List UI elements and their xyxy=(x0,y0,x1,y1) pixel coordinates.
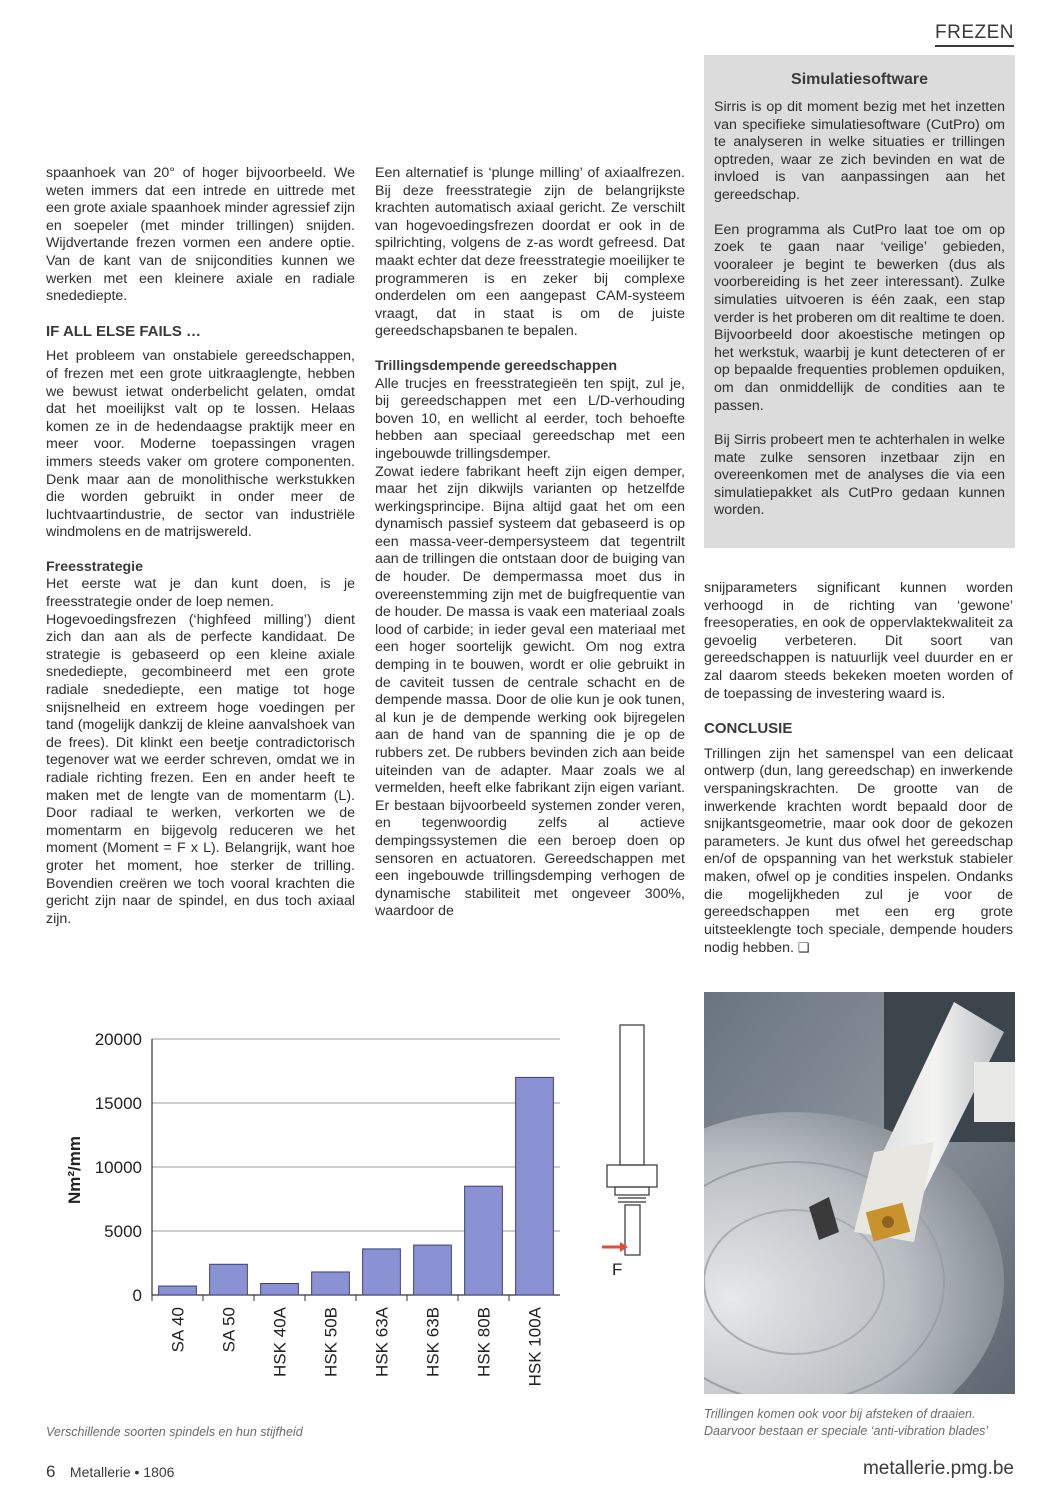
y-tick-label: 15000 xyxy=(94,1094,142,1113)
photo-cutting-tool xyxy=(704,992,1015,1394)
bar xyxy=(261,1283,299,1295)
x-tick-label: HSK 80B xyxy=(474,1307,494,1377)
heading-if-all-else-fails: IF ALL ELSE FAILS … xyxy=(46,322,202,340)
section-tag: FREZEN xyxy=(935,22,1014,47)
paragraph: Het probleem van onstabiele gereedschappen, of frezen met een grote uitkraaglengte, hebben we bewust ietwat onderbelicht gelaten, omdat dat het moeilijkst valt op te lossen. Helaas komen ze in de hedendaagse praktijk meer en meer voor. Moderne toepassingen vragen immers steeds vaker om grotere componenten. Denk maar aan de monolithische werkstukken die worden gebruikt in onder meer de luchtvaartindustrie, de sector van industriële windmolens en de matrijswereld. xyxy=(46,348,355,541)
bar xyxy=(210,1264,248,1295)
bar xyxy=(363,1249,401,1295)
end-mark-icon: ❑ xyxy=(797,940,810,956)
paragraph xyxy=(704,746,1013,958)
force-arrow-icon xyxy=(602,1242,628,1252)
y-tick-label: 0 xyxy=(132,1286,142,1305)
sidebar-title: Simulatiesoftware xyxy=(791,71,928,88)
heading-conclusie: CONCLUSIE xyxy=(704,720,793,738)
page-number: 6 xyxy=(46,1462,56,1481)
sidebar-paragraph: Een programma als CutPro laat toe om op zoek te gaan naar ‘veilige’ gebieden, vooraleer je begint te bewerken (dus als voorbereiding is het zeer interessant). Zulke simulaties uitvoeren is één zaak, een stap verder is het proberen om dit realtime te doen. Bijvoorbeeld door akoestische metingen op het werkstuk, waarbij je kunt detecteren of er op bepaalde frequenties problemen opduiken, om dan onmiddellijk de condities aan te passen. xyxy=(714,221,1005,414)
bar xyxy=(312,1272,350,1295)
x-tick-label: HSK 100A xyxy=(525,1307,545,1387)
paragraph: snijparameters significant kunnen worden verhoogd in de richting van ‘gewone’ freesoperaties, en ook de oppervlaktekwaliteit za gevoelig verbeteren. Dit soort van gereedschappen is natuurlijk veel duurder en er zal daarom steeds bekeken moeten worden of de toepassing de investering waard is. xyxy=(704,580,1013,702)
bar xyxy=(465,1186,503,1295)
paragraph: spaanhoek van 20° of hoger bijvoorbeeld. We weten immers dat een intrede en uittrede met een grote axiale spaanhoek minder agressief zijn en soepeler (met minder trillingen) snijden. Wijdvertande frezen vormen een andere optie. Van de kant van de snijcondities kunnen we werken met een kleinere axiale en radiale snedediepte. xyxy=(46,165,355,305)
paragraph: Een alternatief is ‘plunge milling’ of axiaalfrezen. Bij deze freesstrategie zijn de belangrijkste krachten automatisch axiaal gericht. Ze verschilt van hogevoedingsfrezen doordat er ook in de spilrichting, volgens de z-as wordt gefreesd. Dat maakt echter dat deze freesstrategie moeilijker te programmeren is en zeker bij complexe onderdelen om een aangepast CAM-systeem vraagt, dat in staat is om de juiste gereedschapsbanen te bepalen. xyxy=(375,165,685,340)
bar xyxy=(414,1245,452,1295)
x-tick-label: HSK 63A xyxy=(372,1307,392,1377)
paragraph: Alle trucjes en freesstrategieën ten spijt, zul je, bij gereedschappen met een L/D-verhouding boven 10, en wellicht al eerder, toch behoefte hebben aan speciaal gereedschap met een ingebouwde trillingsdemper. xyxy=(375,375,685,462)
y-axis-label: Nm²/mm xyxy=(65,1135,84,1205)
heading-trillingsdempende: Trillingsdempende gereedschappen xyxy=(375,357,618,374)
bar xyxy=(516,1077,554,1295)
sidebar-paragraph: Sirris is op dit moment bezig met het inzetten van specifieke simulatiesoftware (CutPro) om te analyseren in welke situaties er trillingen optreden, waar ze zich bevinden en wat de invloed is van aanpassingen aan het gereedschap. xyxy=(714,99,1005,203)
paragraph: Het eerste wat je dan kunt doen, is je freesstrategie onder de loep nemen. xyxy=(46,576,355,611)
photo-caption: Trillingen komen ook voor bij afsteken of draaien. Daarvoor bestaan er speciale ‘anti-vibration blades’ xyxy=(704,1407,989,1438)
website-link[interactable]: metallerie.pmg.be xyxy=(862,1458,1014,1479)
sidebar-text xyxy=(714,99,1005,520)
paragraph: Hogevoedingsfrezen (‘highfeed milling’) dient zich dan aan als de perfecte kandidaat. De strategie is gebaseerd op een kleine axiale snedediepte, gecombineerd met een grote radiale snedediepte, een matige tot hoge snijsnelheid en extreem hoge voedingen per tand (mogelijk dankzij de kleine aanvalshoek van de frees). Dit klinkt een beetje contradictorisch tegenover wat we eerder schreven, omdat we in radiale richting frezen. Een en ander heeft te maken met de lengte van de momentarm (L). Door radiaal te werken, verkorten we de momentarm en bijgevolg reduceren we het moment (Moment = F x L). Belangrijk, want hoe groter het moment, hoe sterker de trilling. Bovendien creëren we toch vooral krachten die gericht zijn naar de spindel, en dus toch axiaal zijn. xyxy=(46,611,355,927)
x-tick-label: SA 40 xyxy=(168,1307,188,1353)
x-tick-label: SA 50 xyxy=(219,1307,239,1353)
heading-freesstrategie: Freesstrategie xyxy=(46,558,143,575)
x-tick-label: HSK 63B xyxy=(423,1307,443,1377)
sidebar-paragraph: Bij Sirris probeert men te achterhalen in welke mate zulke sensoren inzetbaar zijn en overeenkomen met de analyses die via een simulatiepakket als CutPro gedaan kunnen worden. xyxy=(714,432,1005,519)
x-tick-label: HSK 50B xyxy=(321,1307,341,1377)
column-3 xyxy=(704,580,1013,958)
force-label: F xyxy=(612,1260,623,1279)
chart-caption: Verschillende soorten spindels en hun stijfheid xyxy=(46,1425,303,1439)
column-2 xyxy=(375,165,685,921)
spindle-diagram xyxy=(607,1025,657,1255)
y-tick-label: 10000 xyxy=(94,1158,142,1177)
bar-chart xyxy=(40,1015,690,1405)
y-tick-label: 5000 xyxy=(104,1222,142,1241)
bar xyxy=(159,1286,197,1295)
magazine-issue: Metallerie • 1806 xyxy=(69,1464,175,1480)
conclusion-text: Trillingen zijn het samenspel van een delicaat ontwerp (dun, lang gereedschap) en inwerkende verspaningskrachten. De grootte van de inwerkende krachten wordt bepaald door de snijkantsgeometrie, maar ook door de gekozen parameters. Je kunt dus ofwel het gereedschap en/of de opspanning van het werkstuk stabieler maken, ofwel op je condities inspelen. Ondanks die mogelijkheden zul je voor de gereedschappen met een erg grote uitsteeklengte toch speciale, dempende houders nodig hebben. xyxy=(704,745,1013,957)
y-tick-label: 20000 xyxy=(94,1030,142,1049)
sidebar-box xyxy=(704,55,1015,548)
column-1 xyxy=(46,165,355,928)
paragraph: Zowat iedere fabrikant heeft zijn eigen demper, maar het zijn dikwijls varianten op hetzelfde werkingsprincipe. Bijna altijd gaat het om een dynamisch passief systeem dat gebaseerd is op een massa-veer-dempersysteem dat tegentrilt aan de trillingen die ontstaan door de buiging van de houder. De dempermassa moet dus in overeenstemming zijn met de buigfrequentie van de houder. De massa is vaak een materiaal zoals lood of carbide; in ieder geval een materiaal met een hoger soortelijk gewicht. Om nog extra demping in te bouwen, wordt er olie gebruikt in de caviteit tussen de centrale schacht en de dempende massa. Door de olie kun je ook tunen, al kun je de dempende werking ook bijregelen aan de hand van de spanning die je op de rubbers zet. De rubbers bevinden zich aan beide uiteinden van de adapter. Maar zoals we al vermelden, heeft elke fabrikant zijn eigen variant. Er bestaan bijvoorbeeld systemen zonder veren, en tegenwoordig zelfs al actieve dempingssystemen die een beroep doen op sensoren en actuatoren. Gereedschappen met een ingebouwde trillingsdemping verhogen de dynamische stabiliteit met ongeveer 300%, waardoor de xyxy=(375,463,685,920)
footer-left xyxy=(46,1462,174,1482)
x-tick-label: HSK 40A xyxy=(270,1307,290,1377)
